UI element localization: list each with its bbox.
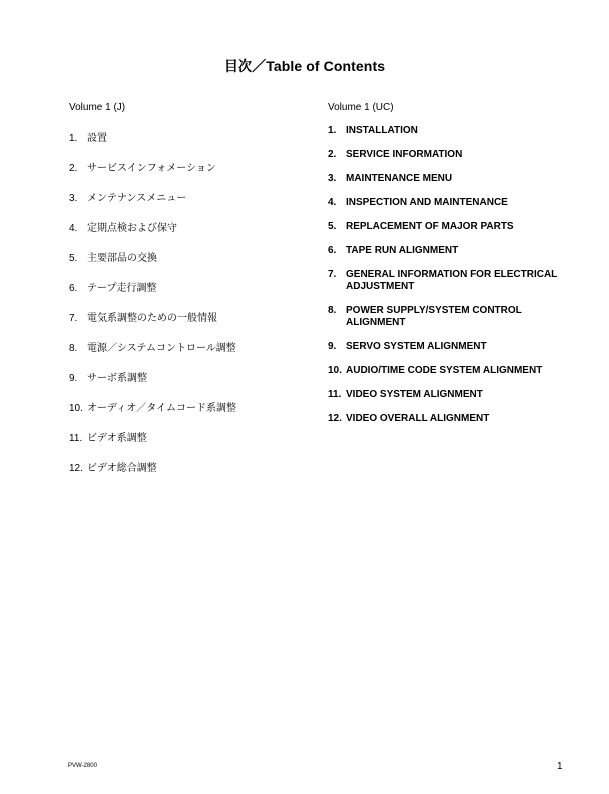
toc-item-number: 11.: [328, 389, 342, 400]
toc-item-j-2: [69, 163, 269, 193]
toc-item-j-7: [69, 313, 269, 343]
toc-item-label: SERVO SYSTEM ALIGNMENT: [346, 341, 487, 352]
toc-item-j-3: [69, 193, 269, 223]
toc-item-label: GENERAL INFORMATION FOR ELECTRICAL ADJUSTMENT: [346, 269, 558, 292]
toc-item-uc-7: [328, 269, 568, 293]
toc-item-label: INSPECTION AND MAINTENANCE: [346, 197, 508, 208]
toc-item-number: 9.: [328, 341, 337, 352]
toc-item-label: ビデオ系調整: [87, 433, 147, 444]
toc-item-number: 4.: [69, 223, 78, 234]
toc-item-uc-3: [328, 173, 568, 185]
toc-item-label: VIDEO OVERALL ALIGNMENT: [346, 413, 490, 424]
toc-item-label: SERVICE INFORMATION: [346, 149, 463, 160]
toc-item-number: 12.: [69, 463, 83, 474]
toc-item-number: 8.: [69, 343, 78, 354]
toc-item-label: サービスインフォメーション: [87, 163, 216, 174]
toc-item-label: サーボ系調整: [87, 373, 147, 384]
toc-item-label: INSTALLATION: [346, 125, 418, 136]
toc-item-label: 主要部品の交換: [87, 253, 157, 264]
toc-item-number: 6.: [328, 245, 337, 256]
toc-item-label: テープ走行調整: [87, 283, 157, 294]
toc-item-number: 2.: [328, 149, 337, 160]
toc-item-number: 11.: [69, 433, 83, 444]
toc-item-uc-6: [328, 245, 568, 257]
toc-item-number: 3.: [328, 173, 337, 184]
page-number: 1: [557, 761, 563, 772]
toc-item-uc-2: [328, 149, 568, 161]
volume-j-heading: Volume 1 (J): [69, 102, 126, 113]
toc-item-uc-11: [328, 389, 568, 401]
toc-item-uc-10: [328, 365, 568, 377]
toc-item-uc-1: [328, 125, 568, 137]
toc-item-j-10: [69, 403, 269, 433]
toc-item-uc-8: [328, 305, 568, 329]
toc-item-label: AUDIO/TIME CODE SYSTEM ALIGNMENT: [346, 365, 543, 376]
toc-item-j-6: [69, 283, 269, 313]
toc-item-j-9: [69, 373, 269, 403]
toc-item-number: 7.: [328, 269, 337, 280]
toc-item-uc-5: [328, 221, 568, 233]
toc-item-number: 10.: [69, 403, 83, 414]
toc-item-number: 3.: [69, 193, 78, 204]
toc-item-label: ビデオ総合調整: [87, 463, 157, 474]
toc-item-label: 電気系調整のための一般情報: [87, 313, 217, 324]
toc-item-number: 10.: [328, 365, 342, 376]
toc-item-label: 定期点検および保守: [87, 223, 177, 234]
toc-item-label: 設置: [87, 133, 107, 144]
toc-item-number: 2.: [69, 163, 78, 174]
toc-item-number: 12.: [328, 413, 342, 424]
toc-item-number: 1.: [328, 125, 337, 136]
toc-item-j-11: [69, 433, 269, 463]
toc-item-label: MAINTENANCE MENU: [346, 173, 453, 184]
toc-item-j-1: [69, 133, 269, 163]
toc-item-label: POWER SUPPLY/SYSTEM CONTROL ALIGNMENT: [346, 305, 522, 328]
toc-item-label: TAPE RUN ALIGNMENT: [346, 245, 459, 256]
toc-item-label: メンテナンスメニュー: [87, 193, 187, 204]
page-title: 目次／Table of Contents: [223, 58, 386, 74]
toc-item-number: 9.: [69, 373, 78, 384]
toc-item-label: 電源／システムコントロール調整: [87, 343, 236, 354]
toc-item-number: 6.: [69, 283, 78, 294]
toc-item-number: 1.: [69, 133, 78, 144]
toc-item-number: 4.: [328, 197, 337, 208]
footer-model-number: PVW-2800: [68, 763, 97, 769]
toc-item-number: 7.: [69, 313, 78, 324]
toc-list-japanese: [69, 133, 269, 493]
toc-item-j-4: [69, 223, 269, 253]
toc-item-j-5: [69, 253, 269, 283]
toc-item-label: REPLACEMENT OF MAJOR PARTS: [346, 221, 514, 232]
toc-item-uc-12: [328, 413, 568, 425]
toc-item-number: 8.: [328, 305, 337, 316]
toc-item-number: 5.: [69, 253, 78, 264]
toc-item-number: 5.: [328, 221, 337, 232]
toc-item-j-8: [69, 343, 269, 373]
toc-item-uc-9: [328, 341, 568, 353]
toc-item-label: VIDEO SYSTEM ALIGNMENT: [346, 389, 483, 400]
toc-item-j-12: [69, 463, 269, 493]
toc-list-english: [328, 125, 568, 437]
toc-item-label: オーディオ／タイムコード系調整: [87, 403, 236, 414]
toc-item-uc-4: [328, 197, 568, 209]
volume-uc-heading: Volume 1 (UC): [328, 102, 394, 113]
